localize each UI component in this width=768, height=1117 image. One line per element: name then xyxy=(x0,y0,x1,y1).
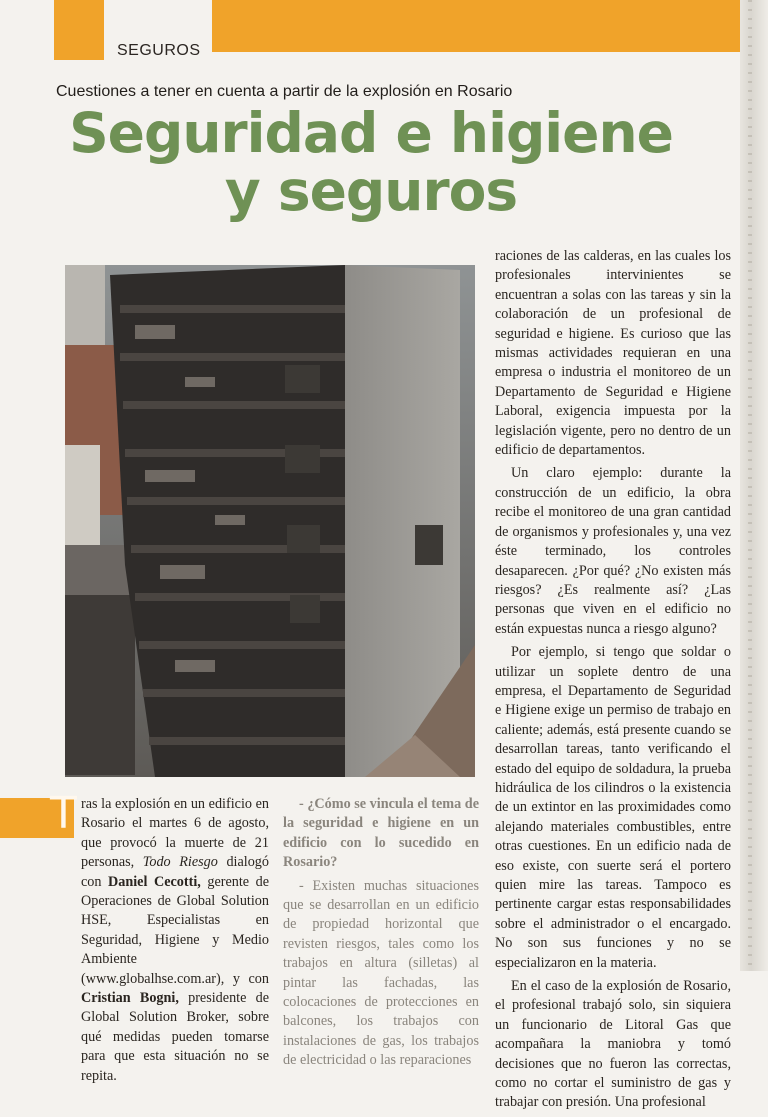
section-label: SEGUROS xyxy=(117,42,201,59)
article-column-left xyxy=(81,795,269,1090)
page-title xyxy=(56,101,686,223)
interview-answer: - Existen muchas situaciones que se desarrollan en un edificio de propiedad horizontal que revisten riesgos, tales como los trabajos en altura (silletas) al pintar las fachadas, las colocaciones de protecciones en balcones, los trabajos con instalaciones de gas, los trabajos de electricidad o las reparaciones xyxy=(283,877,479,1069)
kicker-subtitle: Cuestiones a tener en cuenta a partir de la explosión en Rosario xyxy=(56,83,513,100)
accent-band-right xyxy=(212,0,742,52)
intro-text: presidente de Global Solution Broker, sobre qué medidas pueden tomarse para que esta situación no se repita. xyxy=(81,990,269,1084)
interviewee-name: Cristian Bogni, xyxy=(81,990,179,1007)
page-binding-edge xyxy=(740,0,768,971)
building-photo xyxy=(65,265,475,777)
paragraph: En el caso de la explosión de Rosario, el profesional trabajó solo, sin siquiera un funcionario de Litoral Gas que acompañara la maniobra y tomó decisiones que no fueron las correctas, como no cortar el suministro de gas y trabajar con presión. Una profesional xyxy=(495,978,731,1111)
intro-text: dialogó con xyxy=(81,854,269,890)
article-column-right xyxy=(495,247,731,1117)
paragraph: Por ejemplo, si tengo que soldar o utilizar un soplete dentro de una empresa, el Departamento de Seguridad e Higiene exige un permiso de trabajo en caliente; además, está presente cuando se desarrollan tareas, tanto verificando el estado del equipo de soldadura, la prueba hidráulica de los cilindros o la existencia de un extintor en las proximidades como alejando materiales combustibles, entre otras cuestiones. En un edificio nada de eso existe, con suerte será el portero quien mire las tareas. Tampoco es pertinente cargar estas responsabilidades sobre el administrador o el encargado. No son sus funciones y no se especializaron en la materia. xyxy=(495,644,731,971)
paragraph: raciones de las calderas, en las cuales los profesionales intervinientes se encuentran a solas con las tareas y sin la colaboración de un profesional de seguridad e higiene. Es curioso que las mismas actividades requieran en una empresa o industria el monitoreo de un Departamento de Seguridad e Higiene Laboral, exigencia impuesta por la legislación vigente, pero no dentro de un edificio de departamentos. xyxy=(495,248,731,459)
article-column-middle xyxy=(283,795,479,1075)
paragraph: Un claro ejemplo: durante la construcción de un edificio, la obra recibe el monitoreo de una gran cantidad de organismos y profesionales y, una vez éste terminado, los controles desaparecen. ¿Por qué? ¿No existen más riesgos? ¿Es realmente así? ¿Las personas que viven en el edificio no están expuestas nunca a riesgo alguno? xyxy=(495,465,731,637)
intro-text: gerente de Operaciones de Global Solution HSE, Especialistas en Seguridad, Higiene y Medio Ambiente (www.globalhse.com.ar), y con xyxy=(81,873,269,987)
intro-paragraph xyxy=(81,795,269,1086)
title-line-1: Seguridad e higiene xyxy=(69,101,673,165)
title-line-2: y seguros xyxy=(224,159,518,223)
building-photo-illustration xyxy=(65,265,475,777)
accent-band-left xyxy=(54,0,104,60)
intro-text: ras la explosión en un edificio en Rosario el martes 6 de agosto, que provocó la muerte de 21 personas, xyxy=(81,796,269,871)
interviewee-name: Daniel Cecotti, xyxy=(108,873,201,890)
dropcap-letter: T xyxy=(50,788,77,839)
interview-question: - ¿Cómo se vincula el tema de la seguridad e higiene en un edificio con lo sucedido en Rosario? xyxy=(283,796,479,871)
publication-name: Todo Riesgo xyxy=(142,854,218,871)
